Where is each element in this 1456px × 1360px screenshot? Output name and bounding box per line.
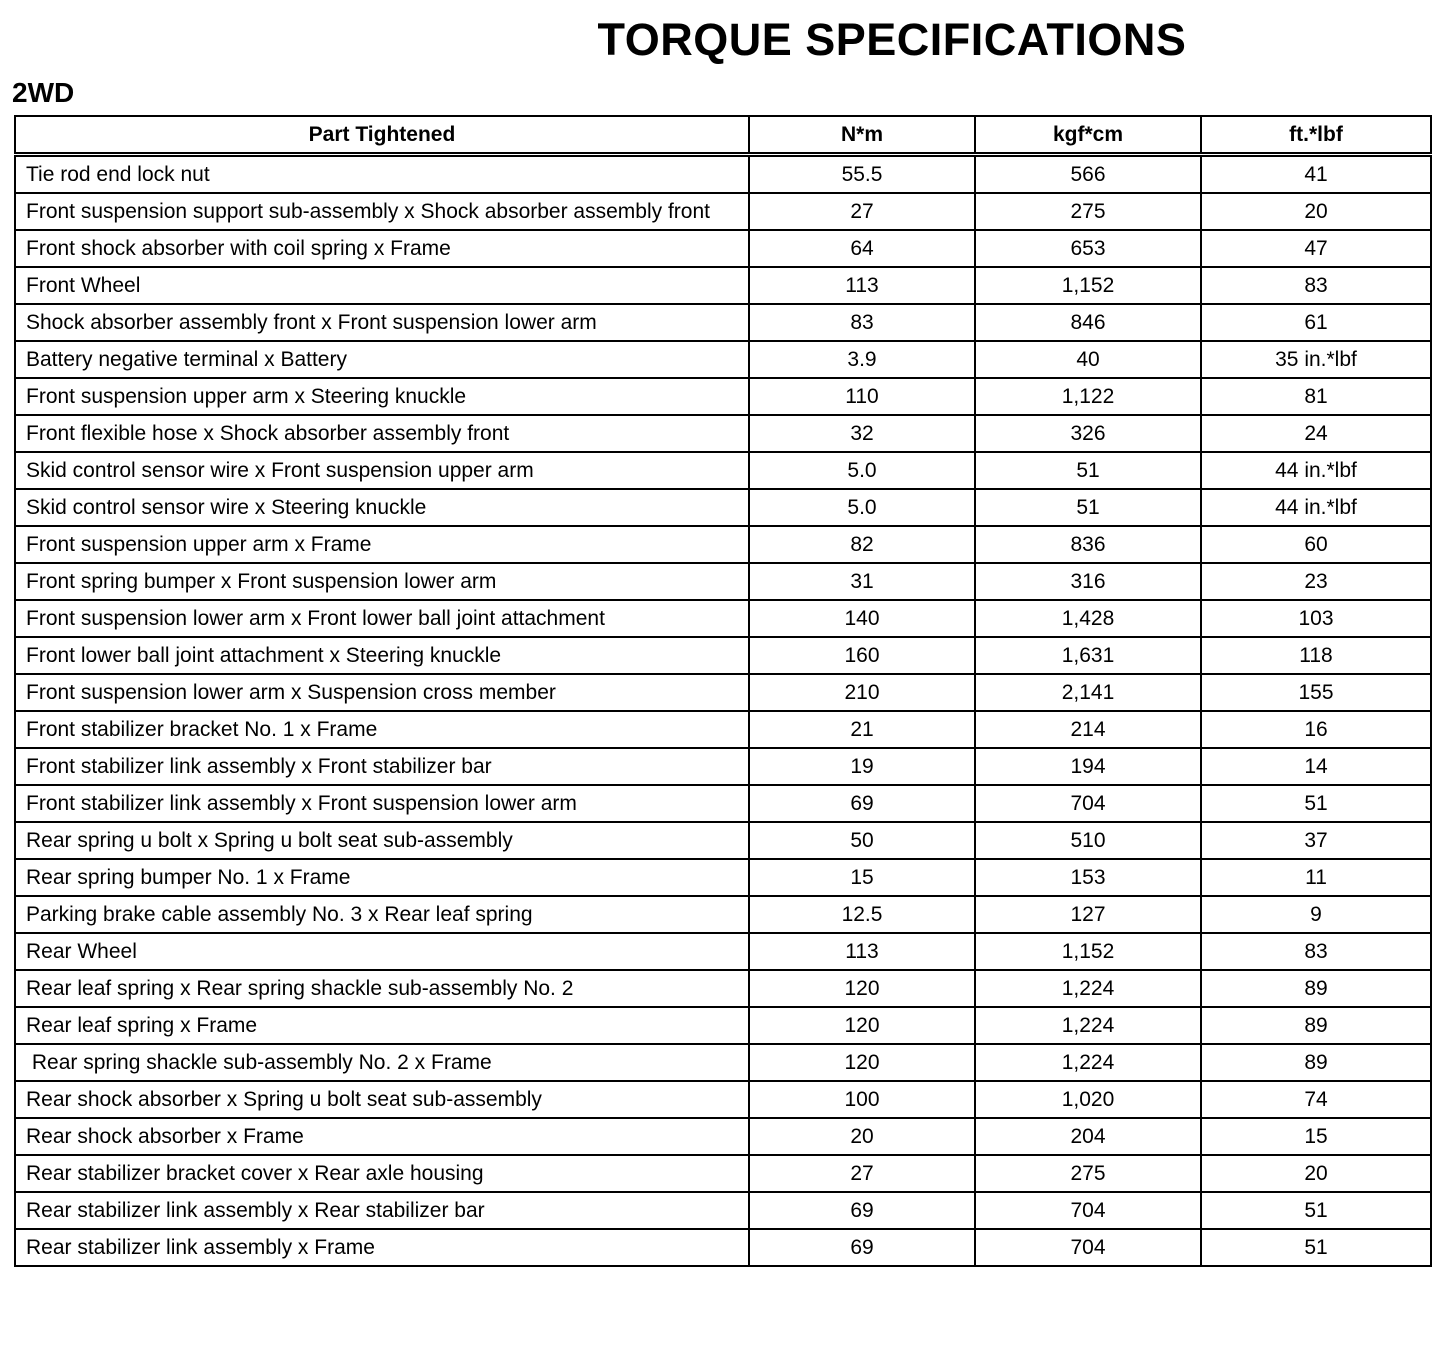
part-name-cell: Rear shock absorber x Spring u bolt seat sub-assembly	[15, 1081, 749, 1118]
part-name-cell: Front suspension lower arm x Suspension cross member	[15, 674, 749, 711]
table-row	[15, 896, 1431, 933]
table-row	[15, 526, 1431, 563]
torque-ftlbf-cell: 89	[1201, 970, 1431, 1007]
torque-ftlbf-cell: 20	[1201, 1155, 1431, 1192]
torque-nm-cell: 21	[749, 711, 975, 748]
torque-ftlbf-cell: 15	[1201, 1118, 1431, 1155]
torque-kgfcm-cell: 316	[975, 563, 1201, 600]
part-name-cell: Front Wheel	[15, 267, 749, 304]
torque-nm-cell: 5.0	[749, 452, 975, 489]
torque-nm-cell: 113	[749, 267, 975, 304]
table-row	[15, 600, 1431, 637]
torque-nm-cell: 140	[749, 600, 975, 637]
part-name-cell: Rear stabilizer link assembly x Rear stabilizer bar	[15, 1192, 749, 1229]
torque-nm-cell: 210	[749, 674, 975, 711]
torque-kgfcm-cell: 275	[975, 193, 1201, 230]
torque-ftlbf-cell: 51	[1201, 1229, 1431, 1266]
column-header-part: Part Tightened	[15, 116, 749, 155]
torque-nm-cell: 27	[749, 193, 975, 230]
table-row	[15, 452, 1431, 489]
torque-nm-cell: 113	[749, 933, 975, 970]
torque-nm-cell: 15	[749, 859, 975, 896]
torque-kgfcm-cell: 1,224	[975, 1007, 1201, 1044]
torque-ftlbf-cell: 103	[1201, 600, 1431, 637]
table-row	[15, 193, 1431, 230]
torque-kgfcm-cell: 2,141	[975, 674, 1201, 711]
part-name-cell: Front stabilizer link assembly x Front stabilizer bar	[15, 748, 749, 785]
torque-nm-cell: 69	[749, 1192, 975, 1229]
torque-nm-cell: 110	[749, 378, 975, 415]
torque-kgfcm-cell: 275	[975, 1155, 1201, 1192]
torque-kgfcm-cell: 1,631	[975, 637, 1201, 674]
torque-ftlbf-cell: 44 in.*lbf	[1201, 452, 1431, 489]
torque-ftlbf-cell: 20	[1201, 193, 1431, 230]
table-body	[15, 155, 1431, 1267]
torque-kgfcm-cell: 1,224	[975, 970, 1201, 1007]
torque-ftlbf-cell: 14	[1201, 748, 1431, 785]
torque-ftlbf-cell: 47	[1201, 230, 1431, 267]
table-row	[15, 711, 1431, 748]
torque-nm-cell: 83	[749, 304, 975, 341]
torque-nm-cell: 100	[749, 1081, 975, 1118]
part-name-cell: Front stabilizer bracket No. 1 x Frame	[15, 711, 749, 748]
torque-nm-cell: 31	[749, 563, 975, 600]
table-row	[15, 155, 1431, 194]
part-name-cell: Rear spring u bolt x Spring u bolt seat sub-assembly	[15, 822, 749, 859]
torque-nm-cell: 12.5	[749, 896, 975, 933]
table-row	[15, 637, 1431, 674]
torque-ftlbf-cell: 16	[1201, 711, 1431, 748]
table-row	[15, 970, 1431, 1007]
torque-kgfcm-cell: 194	[975, 748, 1201, 785]
part-name-cell: Front suspension upper arm x Steering knuckle	[15, 378, 749, 415]
torque-ftlbf-cell: 51	[1201, 1192, 1431, 1229]
column-header-kgfcm: kgf*cm	[975, 116, 1201, 155]
part-name-cell: Rear spring shackle sub-assembly No. 2 x Frame	[15, 1044, 749, 1081]
torque-ftlbf-cell: 23	[1201, 563, 1431, 600]
torque-nm-cell: 69	[749, 785, 975, 822]
torque-nm-cell: 82	[749, 526, 975, 563]
torque-ftlbf-cell: 44 in.*lbf	[1201, 489, 1431, 526]
torque-ftlbf-cell: 24	[1201, 415, 1431, 452]
torque-kgfcm-cell: 1,224	[975, 1044, 1201, 1081]
part-name-cell: Front suspension support sub-assembly x Shock absorber assembly front	[15, 193, 749, 230]
part-name-cell: Rear leaf spring x Frame	[15, 1007, 749, 1044]
torque-ftlbf-cell: 118	[1201, 637, 1431, 674]
torque-kgfcm-cell: 1,428	[975, 600, 1201, 637]
torque-ftlbf-cell: 11	[1201, 859, 1431, 896]
part-name-cell: Rear spring bumper No. 1 x Frame	[15, 859, 749, 896]
table-row	[15, 563, 1431, 600]
torque-ftlbf-cell: 61	[1201, 304, 1431, 341]
torque-nm-cell: 50	[749, 822, 975, 859]
torque-kgfcm-cell: 510	[975, 822, 1201, 859]
torque-kgfcm-cell: 204	[975, 1118, 1201, 1155]
part-name-cell: Skid control sensor wire x Front suspension upper arm	[15, 452, 749, 489]
table-row	[15, 341, 1431, 378]
torque-ftlbf-cell: 9	[1201, 896, 1431, 933]
torque-kgfcm-cell: 326	[975, 415, 1201, 452]
torque-kgfcm-cell: 846	[975, 304, 1201, 341]
torque-kgfcm-cell: 704	[975, 785, 1201, 822]
torque-kgfcm-cell: 40	[975, 341, 1201, 378]
part-name-cell: Front spring bumper x Front suspension lower arm	[15, 563, 749, 600]
part-name-cell: Front shock absorber with coil spring x Frame	[15, 230, 749, 267]
torque-nm-cell: 27	[749, 1155, 975, 1192]
part-name-cell: Front lower ball joint attachment x Steering knuckle	[15, 637, 749, 674]
torque-kgfcm-cell: 1,152	[975, 933, 1201, 970]
table-row	[15, 1192, 1431, 1229]
torque-kgfcm-cell: 1,020	[975, 1081, 1201, 1118]
table-row	[15, 674, 1431, 711]
table-row	[15, 859, 1431, 896]
part-name-cell: Front suspension lower arm x Front lower ball joint attachment	[15, 600, 749, 637]
part-name-cell: Rear leaf spring x Rear spring shackle sub-assembly No. 2	[15, 970, 749, 1007]
torque-ftlbf-cell: 83	[1201, 933, 1431, 970]
torque-ftlbf-cell: 74	[1201, 1081, 1431, 1118]
torque-nm-cell: 5.0	[749, 489, 975, 526]
torque-nm-cell: 64	[749, 230, 975, 267]
table-row	[15, 748, 1431, 785]
column-header-ftlbf: ft.*lbf	[1201, 116, 1431, 155]
table-row	[15, 1118, 1431, 1155]
torque-nm-cell: 120	[749, 970, 975, 1007]
table-row	[15, 1155, 1431, 1192]
torque-nm-cell: 20	[749, 1118, 975, 1155]
part-name-cell: Front stabilizer link assembly x Front suspension lower arm	[15, 785, 749, 822]
torque-kgfcm-cell: 127	[975, 896, 1201, 933]
section-label: 2WD	[12, 77, 75, 108]
torque-kgfcm-cell: 51	[975, 452, 1201, 489]
torque-ftlbf-cell: 60	[1201, 526, 1431, 563]
torque-kgfcm-cell: 566	[975, 155, 1201, 194]
torque-nm-cell: 120	[749, 1044, 975, 1081]
table-row	[15, 415, 1431, 452]
torque-ftlbf-cell: 35 in.*lbf	[1201, 341, 1431, 378]
table-row	[15, 230, 1431, 267]
part-name-cell: Rear stabilizer link assembly x Frame	[15, 1229, 749, 1266]
part-name-cell: Front suspension upper arm x Frame	[15, 526, 749, 563]
torque-nm-cell: 55.5	[749, 155, 975, 194]
torque-spec-table	[14, 115, 1432, 1267]
part-name-cell: Rear shock absorber x Frame	[15, 1118, 749, 1155]
torque-kgfcm-cell: 704	[975, 1229, 1201, 1266]
torque-kgfcm-cell: 1,152	[975, 267, 1201, 304]
torque-nm-cell: 32	[749, 415, 975, 452]
part-name-cell: Tie rod end lock nut	[15, 155, 749, 194]
torque-kgfcm-cell: 836	[975, 526, 1201, 563]
torque-ftlbf-cell: 51	[1201, 785, 1431, 822]
part-name-cell: Skid control sensor wire x Steering knuckle	[15, 489, 749, 526]
torque-ftlbf-cell: 81	[1201, 378, 1431, 415]
part-name-cell: Rear Wheel	[15, 933, 749, 970]
torque-nm-cell: 19	[749, 748, 975, 785]
torque-ftlbf-cell: 89	[1201, 1007, 1431, 1044]
table-row	[15, 489, 1431, 526]
part-name-cell: Rear stabilizer bracket cover x Rear axle housing	[15, 1155, 749, 1192]
column-header-nm: N*m	[749, 116, 975, 155]
part-name-cell: Parking brake cable assembly No. 3 x Rear leaf spring	[15, 896, 749, 933]
torque-ftlbf-cell: 155	[1201, 674, 1431, 711]
torque-kgfcm-cell: 1,122	[975, 378, 1201, 415]
table-row	[15, 933, 1431, 970]
torque-ftlbf-cell: 83	[1201, 267, 1431, 304]
torque-kgfcm-cell: 653	[975, 230, 1201, 267]
part-name-cell: Shock absorber assembly front x Front suspension lower arm	[15, 304, 749, 341]
torque-ftlbf-cell: 37	[1201, 822, 1431, 859]
table-row	[15, 267, 1431, 304]
table-row	[15, 1044, 1431, 1081]
table-row	[15, 304, 1431, 341]
torque-kgfcm-cell: 704	[975, 1192, 1201, 1229]
table-row	[15, 822, 1431, 859]
page-title: TORQUE SPECIFICATIONS	[597, 14, 1187, 65]
table-row	[15, 1007, 1431, 1044]
torque-nm-cell: 120	[749, 1007, 975, 1044]
torque-kgfcm-cell: 51	[975, 489, 1201, 526]
part-name-cell: Battery negative terminal x Battery	[15, 341, 749, 378]
torque-nm-cell: 160	[749, 637, 975, 674]
torque-nm-cell: 69	[749, 1229, 975, 1266]
torque-ftlbf-cell: 41	[1201, 155, 1431, 194]
torque-kgfcm-cell: 214	[975, 711, 1201, 748]
part-name-cell: Front flexible hose x Shock absorber assembly front	[15, 415, 749, 452]
table-header-row	[15, 116, 1431, 155]
table-row	[15, 785, 1431, 822]
table-row	[15, 378, 1431, 415]
torque-kgfcm-cell: 153	[975, 859, 1201, 896]
torque-nm-cell: 3.9	[749, 341, 975, 378]
torque-ftlbf-cell: 89	[1201, 1044, 1431, 1081]
table-row	[15, 1229, 1431, 1266]
table-row	[15, 1081, 1431, 1118]
